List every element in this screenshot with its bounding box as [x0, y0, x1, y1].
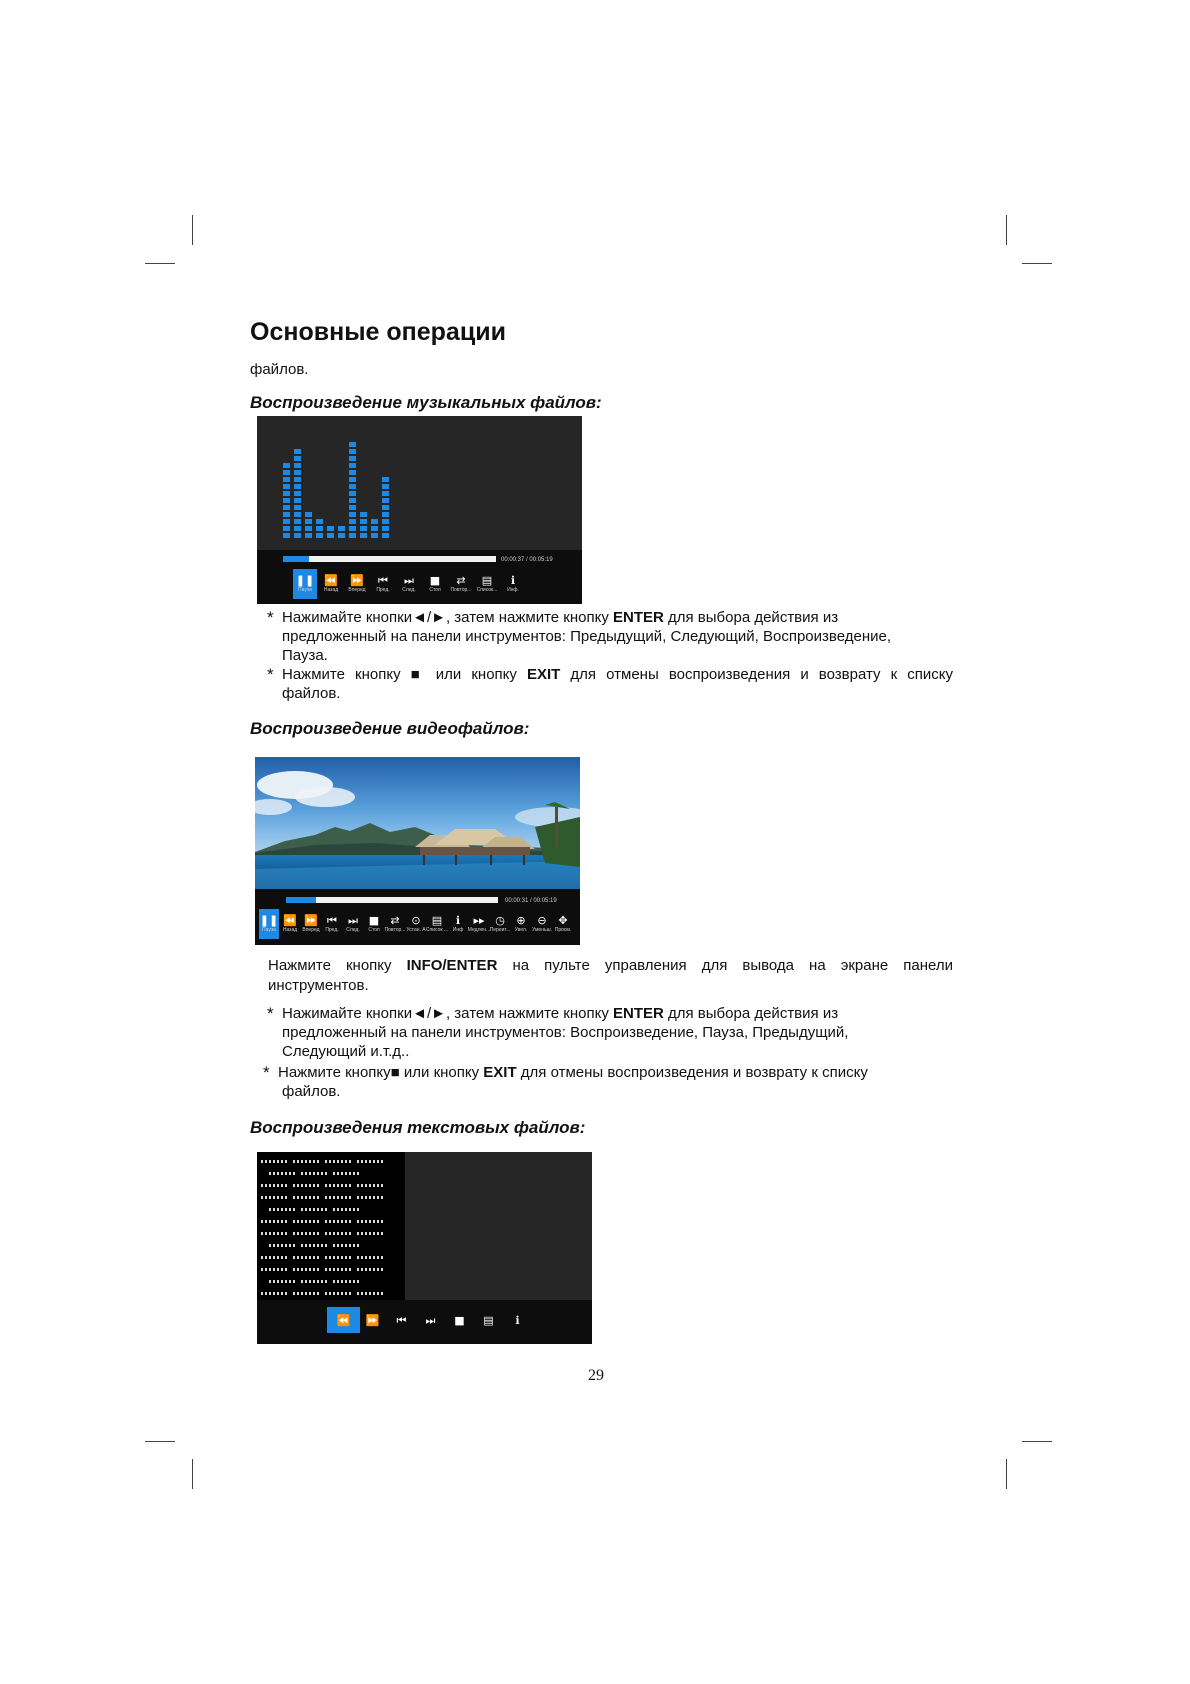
zoom-in-icon: ⊕ [516, 914, 526, 927]
equalizer-cell [294, 526, 301, 531]
fast-forward-icon: ⏩ [304, 914, 318, 927]
equalizer-cell [283, 533, 290, 538]
text-run: Нажимайте кнопки [282, 1005, 413, 1022]
next-icon: ⏭ [348, 914, 358, 927]
next-button[interactable] [397, 569, 421, 599]
equalizer-cell [283, 491, 290, 496]
crop-mark [1006, 1459, 1007, 1489]
info-icon: ℹ [515, 1313, 520, 1327]
equalizer-cell [294, 449, 301, 454]
text-line [261, 1268, 385, 1271]
video-section-title: Воспроизведение видеофайлов: [250, 719, 530, 738]
slow-forward-button[interactable] [469, 909, 489, 939]
info-button[interactable] [501, 1307, 534, 1333]
control-label: Вперед [348, 587, 366, 593]
equalizer-cell [371, 533, 378, 538]
playlist-icon: ▤ [483, 1313, 494, 1327]
music-time-total: 00:05:19 [529, 557, 553, 563]
control-label: Устан. А [406, 927, 426, 933]
stop-icon: ■ [429, 574, 441, 587]
text-line [269, 1208, 365, 1211]
bullet-line: Пауза. [282, 647, 328, 664]
equalizer-cell [382, 491, 389, 496]
control-label: Стоп [368, 927, 380, 933]
slow-forward-icon: ▸▸ [473, 914, 485, 927]
equalizer-cell [305, 519, 312, 524]
text-run: для выбора действия из [663, 1005, 839, 1022]
text-line [261, 1196, 385, 1199]
repeat-icon: ⇄ [390, 914, 400, 927]
repeat-button[interactable] [385, 909, 405, 939]
equalizer-cell [283, 484, 290, 489]
equalizer-cell [305, 526, 312, 531]
text-run: или кнопку [425, 666, 527, 683]
stop-button[interactable] [364, 909, 384, 939]
equalizer-cell [294, 484, 301, 489]
music-bullet-2 [267, 665, 953, 703]
equalizer-cell [349, 470, 356, 475]
equalizer-cell [349, 512, 356, 517]
control-label: Увел. [514, 927, 528, 933]
previous-icon: ⏮ [327, 914, 337, 927]
control-label: Назад [282, 927, 298, 933]
fast-forward-icon: ⏩ [365, 1313, 380, 1327]
equalizer-cell [349, 456, 356, 461]
bullet-line: файлов. [282, 1083, 341, 1100]
video-progress-track[interactable] [286, 897, 498, 903]
zoom-out-icon: ⊖ [537, 914, 547, 927]
equalizer-cell [294, 505, 301, 510]
info-icon: ℹ [510, 574, 516, 587]
playlist-icon: ▤ [431, 914, 443, 927]
video-time-separator: / [530, 898, 532, 904]
equalizer-cell [283, 512, 290, 517]
repeat-icon: ⇄ [456, 574, 466, 587]
text-run: или кнопку [399, 1064, 484, 1081]
music-bullet-1 [267, 608, 952, 665]
rewind-icon: ⏪ [324, 574, 338, 587]
text-run: , затем нажмите кнопку [445, 609, 613, 626]
info-enter-key-label: INFO/ENTER [406, 957, 498, 974]
control-label: Вперед [302, 927, 320, 933]
playlist-button[interactable] [475, 569, 499, 599]
text-line [261, 1256, 385, 1259]
equalizer-cell [283, 526, 290, 531]
fast-forward-button[interactable] [345, 569, 369, 599]
equalizer-cell [360, 526, 367, 531]
goto-time-icon: ◷ [495, 914, 505, 927]
equalizer-cell [360, 519, 367, 524]
text-line [261, 1220, 385, 1223]
info-instruction-line1 [268, 956, 953, 975]
crop-mark [192, 215, 193, 245]
control-label: Просм. [554, 927, 572, 933]
video-progress-fill [286, 897, 316, 903]
asterisk-icon: * [267, 665, 274, 684]
control-label: Инф [452, 927, 464, 933]
video-bullet-2 [263, 1063, 948, 1101]
equalizer-cell [305, 533, 312, 538]
rewind-icon: ⏪ [283, 914, 297, 927]
equalizer-cell [382, 533, 389, 538]
next-button[interactable] [343, 909, 363, 939]
previous-icon: ⏮ [396, 1313, 407, 1327]
equalizer-cell [283, 498, 290, 503]
page-title: Основные операции [250, 318, 506, 346]
video-time-display [505, 898, 557, 904]
equalizer-cell [338, 533, 345, 538]
text-run: Нажмите кнопку [282, 666, 411, 683]
text-line [261, 1232, 385, 1235]
equalizer-cell [294, 498, 301, 503]
bullet-line: Следующий и.т.д.. [282, 1043, 410, 1060]
equalizer-cell [283, 470, 290, 475]
exit-key-label: EXIT [483, 1064, 517, 1081]
equalizer-cell [360, 512, 367, 517]
audio-button[interactable] [406, 909, 426, 939]
previous-button[interactable] [371, 569, 395, 599]
equalizer-cell [294, 463, 301, 468]
music-time-display [501, 557, 553, 563]
equalizer-visual [283, 444, 393, 540]
info-button[interactable] [448, 909, 468, 939]
arrow-keys-symbol: ◄/► [412, 1005, 446, 1022]
text-viewer-screenshot [257, 1152, 592, 1344]
rewind-button[interactable] [319, 569, 343, 599]
control-label: Медлен... [467, 927, 491, 933]
pause-button[interactable] [293, 569, 317, 599]
music-progress-track[interactable] [283, 556, 496, 562]
equalizer-cell [316, 533, 323, 538]
info-instruction-line2: инструментов. [268, 977, 369, 994]
equalizer-cell [349, 484, 356, 489]
zoom-in-button[interactable] [511, 909, 531, 939]
control-label: Пауза [262, 927, 276, 933]
text-run: Нажмите кнопку [278, 1064, 391, 1081]
equalizer-cell [283, 463, 290, 468]
equalizer-cell [349, 463, 356, 468]
equalizer-cell [294, 519, 301, 524]
equalizer-cell [382, 519, 389, 524]
equalizer-cell [316, 519, 323, 524]
page-number: 29 [588, 1367, 604, 1384]
video-bullet-1 [267, 1004, 952, 1061]
equalizer-cell [349, 498, 356, 503]
rewind-icon: ⏪ [336, 1313, 351, 1327]
equalizer-cell [294, 491, 301, 496]
equalizer-cell [382, 512, 389, 517]
music-time-separator: / [526, 557, 528, 563]
equalizer-cell [349, 477, 356, 482]
previous-icon: ⏮ [378, 574, 388, 587]
text-line [261, 1292, 385, 1295]
control-label: Назад [323, 587, 339, 593]
equalizer-cell [360, 533, 367, 538]
stop-button[interactable] [423, 569, 447, 599]
equalizer-cell [382, 498, 389, 503]
equalizer-cell [327, 533, 334, 538]
equalizer-cell [327, 526, 334, 531]
bullet-line: файлов. [282, 685, 341, 702]
equalizer-cell [349, 442, 356, 447]
equalizer-cell [371, 519, 378, 524]
fast-forward-icon: ⏩ [350, 574, 364, 587]
crop-mark [1006, 215, 1007, 245]
control-label: Переит... [489, 927, 511, 933]
exit-key-label: EXIT [526, 666, 561, 683]
equalizer-cell [349, 526, 356, 531]
next-icon: ⏭ [425, 1313, 436, 1327]
crop-mark [1022, 1441, 1052, 1442]
intro-fragment: файлов. [250, 361, 309, 378]
control-label: Список ... [425, 927, 449, 933]
stop-icon: ■ [454, 1313, 465, 1327]
equalizer-cell [294, 512, 301, 517]
equalizer-cell [294, 470, 301, 475]
goto-time-button[interactable] [490, 909, 510, 939]
equalizer-cell [349, 519, 356, 524]
rewind-button[interactable] [280, 909, 300, 939]
equalizer-cell [283, 477, 290, 482]
text-line [269, 1280, 365, 1283]
equalizer-cell [349, 505, 356, 510]
crop-mark [145, 1441, 175, 1442]
control-label: Уменьш. [532, 927, 552, 933]
crop-mark [192, 1459, 193, 1489]
equalizer-cell [283, 519, 290, 524]
equalizer-cell [371, 526, 378, 531]
video-time-current: 00:00:31 [505, 898, 529, 904]
previous-button[interactable] [322, 909, 342, 939]
audio-icon: ⊙ [411, 914, 421, 927]
video-time-total: 00:05:19 [533, 898, 557, 904]
text-run: для отмены воспроизведения и возврату к списку [560, 666, 953, 683]
pause-icon: ❚❚ [259, 914, 279, 927]
music-section-title: Воспроизведение музыкальных файлов: [250, 393, 602, 412]
control-label: Список... [476, 587, 498, 593]
music-time-current: 00:00:37 [501, 557, 525, 563]
enter-key-label: ENTER [613, 1005, 664, 1022]
text-run: Нажмите кнопку [268, 957, 407, 974]
move-view-button[interactable] [553, 909, 573, 939]
text-run: на пульте управления для вывода на экране панели [497, 957, 954, 974]
repeat-button[interactable] [449, 569, 473, 599]
next-icon: ⏭ [404, 574, 414, 587]
asterisk-icon: * [263, 1063, 270, 1082]
control-label: Инф. [507, 587, 519, 593]
text-line [269, 1244, 365, 1247]
equalizer-cell [349, 449, 356, 454]
equalizer-cell [294, 456, 301, 461]
equalizer-cell [283, 505, 290, 510]
pause-icon: ❚❚ [295, 574, 315, 587]
text-line [269, 1172, 365, 1175]
music-player-screenshot [257, 416, 582, 604]
music-progress-fill [283, 556, 309, 562]
arrow-keys-symbol: ◄/► [412, 609, 446, 626]
asterisk-icon: * [267, 1004, 274, 1023]
bullet-line: предложенный на панели инструментов: Предыдущий, Следующий, Воспроизведение, [282, 628, 891, 645]
control-label: Повтор... [384, 927, 406, 933]
stop-icon: ■ [368, 914, 380, 927]
text-file-page [257, 1152, 405, 1300]
text-line [261, 1184, 385, 1187]
video-player-screenshot [255, 757, 580, 945]
info-icon: ℹ [455, 914, 461, 927]
move-view-icon: ✥ [558, 914, 568, 927]
equalizer-cell [382, 484, 389, 489]
asterisk-icon: * [267, 608, 274, 627]
text-section-title: Воспроизведения текстовых файлов: [250, 1118, 586, 1137]
equalizer-cell [294, 477, 301, 482]
playlist-icon: ▤ [481, 574, 493, 587]
equalizer-cell [382, 477, 389, 482]
equalizer-cell [382, 505, 389, 510]
text-run: для выбора действия из [663, 609, 839, 626]
crop-mark [145, 263, 175, 264]
enter-key-label: ENTER [613, 609, 664, 626]
zoom-out-button[interactable] [532, 909, 552, 939]
equalizer-cell [305, 512, 312, 517]
equalizer-cell [349, 533, 356, 538]
text-run: Нажимайте кнопки [282, 609, 413, 626]
equalizer-cell [316, 526, 323, 531]
fast-forward-button[interactable] [301, 909, 321, 939]
stop-symbol: ■ [390, 1064, 400, 1081]
equalizer-cell [338, 526, 345, 531]
equalizer-cell [294, 533, 301, 538]
stop-symbol: ■ [410, 666, 426, 683]
bullet-line: предложенный на панели инструментов: Воспроизведение, Пауза, Предыдущий, [282, 1024, 849, 1041]
beach-bungalow-photo [255, 757, 580, 889]
control-label: След. [402, 587, 416, 593]
text-run: для отмены воспроизведения и возврату к списку [516, 1064, 868, 1081]
equalizer-cell [382, 526, 389, 531]
control-label: След. [346, 927, 360, 933]
control-label: Пред. [325, 927, 339, 933]
control-label: Повтор... [450, 587, 472, 593]
equalizer-cell [349, 491, 356, 496]
playlist-button[interactable] [427, 909, 447, 939]
text-line [261, 1160, 385, 1163]
control-label: Пред. [376, 587, 390, 593]
control-label: Стоп [429, 587, 441, 593]
text-run: , затем нажмите кнопку [445, 1005, 613, 1022]
control-label: Пауза [298, 587, 312, 593]
info-button[interactable] [501, 569, 525, 599]
pause-button[interactable] [259, 909, 279, 939]
crop-mark [1022, 263, 1052, 264]
